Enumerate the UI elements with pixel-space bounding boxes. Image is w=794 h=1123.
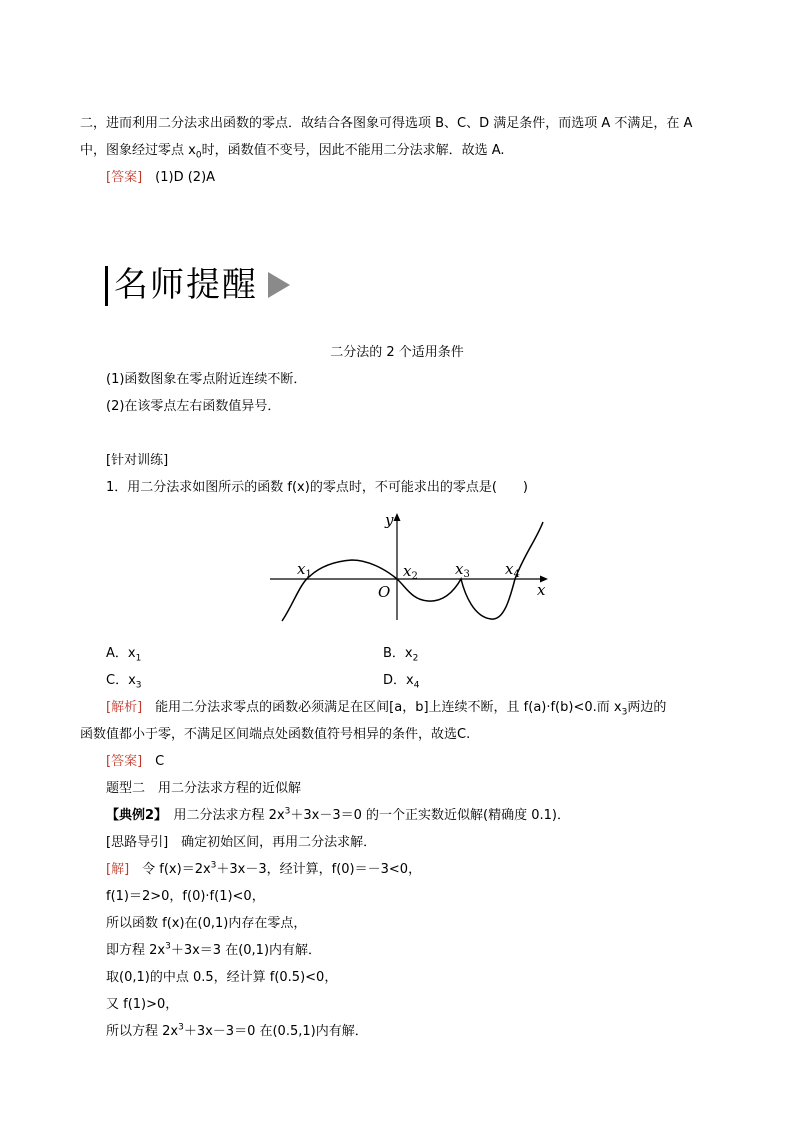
section2-title: 题型二 用二分法求方程的近似解 bbox=[106, 781, 302, 796]
zero-label-x4: $x_4$ bbox=[505, 560, 520, 580]
origin-label: O bbox=[378, 583, 391, 601]
tips-item-1: (1)函数图象在零点附近连续不断． bbox=[106, 372, 307, 387]
option-c: C．$x_3$ bbox=[106, 673, 142, 691]
example-label: 【典例2】 bbox=[106, 808, 161, 823]
solution-line-5: 取(0,1)的中点 0.5，经计算 f(0.5)<0， bbox=[106, 970, 338, 985]
play-triangle-icon bbox=[268, 272, 290, 298]
option-d: D．$x_4$ bbox=[383, 673, 420, 691]
analysis-line-1: [解析] 能用二分法求零点的函数必须满足在区间[a，b]上连续不断，且 f(a)·f(b)<0.而 $x_3$两边的 bbox=[106, 700, 667, 718]
solution-line-6: 又 f(1)>0， bbox=[106, 997, 179, 1012]
banner-title: 名师提醒 bbox=[114, 265, 258, 305]
intro-line-2: 中，图象经过零点 $x_0$时，函数值不变号，因此不能用二分法求解．故选 A. bbox=[80, 143, 505, 161]
option-a: A．$x_1$ bbox=[106, 646, 142, 664]
answer-label: [答案] bbox=[106, 170, 143, 185]
analysis-label: [解析] bbox=[106, 700, 143, 715]
practice-answer: [答案] C bbox=[106, 754, 165, 769]
hint-line: [思路导引] 确定初始区间，再用二分法求解． bbox=[106, 835, 377, 850]
zero-label-x2: $x_2$ bbox=[403, 562, 418, 582]
option-b: B．$x_2$ bbox=[383, 646, 419, 664]
zero-label-x1: $x_1$ bbox=[297, 560, 312, 580]
tips-heading: 二分法的 2 个适用条件 bbox=[330, 345, 464, 360]
solution-line-7: 所以方程 $2x^3+3x-3=0$ 在(0.5,1)内有解． bbox=[106, 1022, 368, 1039]
analysis-line-2: 函数值都小于零，不满足区间端点处函数值符号相异的条件，故选C. bbox=[80, 727, 471, 742]
tips-item-2: (2)在该零点左右函数值异号． bbox=[106, 399, 281, 414]
zero-label-x3: $x_3$ bbox=[455, 560, 470, 580]
solution-line-1: [解] 令 $f(x)=2x^3+3x-3$，经计算，f(0)＝－3<0， bbox=[106, 860, 422, 877]
intro-answer: [答案] (1)D (2)A bbox=[106, 170, 216, 185]
intro-line-1: 二，进而利用二分法求出函数的零点．故结合各图象可得选项 B、C、D 满足条件，而选项 A 不满足，在 A bbox=[80, 116, 693, 131]
solution-line-3: 所以函数 f(x)在(0,1)内存在零点， bbox=[106, 916, 307, 931]
y-label: y bbox=[385, 511, 394, 529]
practice-question: 1．用二分法求如图所示的函数 f(x)的零点时，不可能求出的零点是( ) bbox=[106, 480, 528, 495]
function-graph bbox=[260, 505, 560, 630]
solution-line-2: f(1)＝2>0，f(0)·f(1)<0， bbox=[106, 889, 265, 904]
x-label: x bbox=[537, 581, 546, 599]
answer-label: [答案] bbox=[106, 754, 143, 769]
solution-line-4: 即方程 $2x^3+3x=3$ 在(0,1)内有解． bbox=[106, 941, 322, 958]
practice-label: [针对训练] bbox=[106, 453, 169, 468]
example-line: 【典例2】 用二分法求方程 $2x^3+3x-3=0$ 的一个正实数近似解(精确度 0.1)． bbox=[106, 806, 570, 823]
solution-label: [解] bbox=[106, 862, 130, 877]
banner-bar bbox=[105, 266, 108, 306]
y-axis-arrow-icon bbox=[394, 513, 401, 521]
